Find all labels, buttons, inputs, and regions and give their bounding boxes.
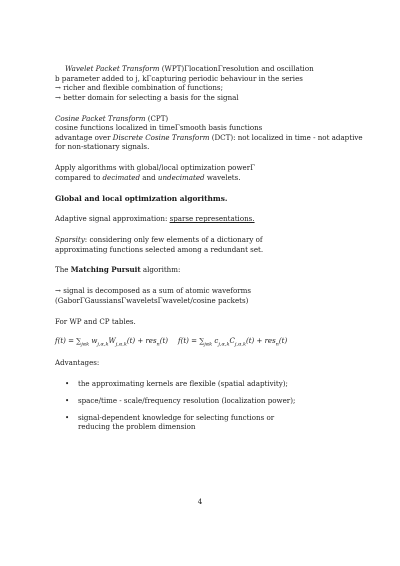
wpt-line-3: → richer and flexible combination of functions;: [55, 83, 223, 93]
advantage-item: [65, 396, 355, 406]
wp-end: (t): [159, 337, 169, 346]
decomposition-line-1: → signal is decomposed as a sum of atomic waveforms: [55, 286, 251, 296]
sparsity-term: Sparsity: [55, 235, 85, 245]
undecimated-term: undecimated: [157, 172, 205, 182]
cp-end: (t): [278, 337, 288, 346]
decomposition-line-2: (GaborΓGaussiansΓwaveletsΓwavelet/cosine packets): [55, 295, 249, 305]
apply-line-2-b: wavelets.: [204, 172, 241, 182]
section-heading: Global and local optimization algorithms.: [55, 193, 228, 203]
cp-basis-sub: j,α,k: [234, 341, 246, 348]
cpt-term: Cosine Packet Transform: [55, 113, 146, 123]
dct-term: Discrete Cosine Transform: [112, 132, 210, 142]
wp-basis-sub: j,α,k: [115, 341, 127, 348]
cpt-line-2: cosine functions localized in timeΓsmooth basis functions: [55, 123, 263, 133]
cp-formula: [178, 337, 288, 348]
adaptive-paragraph: [55, 214, 355, 224]
wpt-line-1-rest: (WPT)ΓlocationΓresolution and oscillation: [159, 64, 314, 73]
wp-tail: (t) + res: [126, 337, 157, 346]
apply-line-2: [55, 173, 355, 183]
wp-sum-sub: jαk: [81, 341, 90, 348]
advantages-title: Advantages:: [55, 358, 100, 368]
sparsity-line-1: [55, 235, 355, 245]
cp-tail: (t) + res: [246, 337, 276, 346]
cpt-line-3-a: advantage over: [55, 132, 113, 142]
mp-prefix: The: [55, 265, 71, 275]
decimated-term: decimated: [102, 172, 141, 182]
decomposition-paragraph: [55, 286, 355, 305]
bullet-icon: •: [65, 378, 70, 388]
cp-sum-sub: jαk: [204, 341, 213, 348]
wp-res-sub: n: [156, 341, 160, 348]
cp-res-sub: n: [275, 341, 279, 348]
page-body: [55, 64, 363, 439]
apply-line-1: Apply algorithms with global/local optimization powerΓ: [55, 163, 256, 173]
advantage-text-continued: reducing the problem dimension: [78, 422, 196, 432]
mp-suffix: algorithm:: [140, 265, 181, 275]
advantage-text: signal-dependent knowledge for selecting functions or: [78, 412, 275, 422]
matching-pursuit-paragraph: [55, 265, 355, 275]
bullet-icon: •: [65, 395, 70, 405]
cpt-line-1-rest: (CPT): [145, 113, 169, 123]
cpt-paragraph: [55, 113, 363, 152]
apply-line-2-and: and: [140, 172, 158, 182]
sparsity-line-2: approximating functions selected among a redundant set.: [55, 244, 264, 254]
wpt-paragraph: [55, 64, 355, 102]
wp-formula: [55, 337, 169, 348]
apply-paragraph: [55, 163, 355, 182]
advantage-text: the approximating kernels are flexible (spatial adaptivity);: [78, 378, 288, 388]
cpt-line-4: for non-stationary signals.: [55, 142, 150, 152]
wp-coef: w: [89, 337, 98, 346]
advantage-text: space/time - scale/frequency resolution (localization power);: [78, 395, 296, 405]
cp-basis: C: [229, 337, 235, 346]
adaptive-prefix: Adaptive signal approximation:: [55, 214, 170, 224]
adaptive-line: [55, 214, 355, 224]
tables-paragraph: For WP and CP tables.: [55, 316, 136, 326]
cpt-line-3: [55, 132, 363, 143]
matching-pursuit-term: Matching Pursuit: [70, 265, 141, 275]
advantage-item: [65, 413, 355, 432]
wp-basis: W: [108, 337, 116, 346]
apply-line-2-a: compared to: [55, 172, 103, 182]
sparse-representations-text: sparse representations.: [169, 214, 255, 224]
cpt-line-3-b: (DCT): not localized in time - not adaptive: [209, 132, 363, 142]
matching-pursuit-line: [55, 265, 355, 275]
wpt-line-1: [55, 64, 355, 74]
advantages-list: [55, 379, 355, 432]
cpt-line-1: [55, 114, 355, 124]
formula-line: [55, 337, 355, 347]
wpt-term: Wavelet Packet Transform: [65, 64, 160, 73]
page-number: 4: [197, 497, 203, 506]
sparsity-paragraph: [55, 235, 355, 254]
cp-coef: c: [212, 337, 219, 346]
wp-coef-sub: j,α,k: [97, 341, 109, 348]
wpt-line-4: → better domain for selecting a basis for the signal: [55, 92, 239, 102]
cp-lhs: f(t) = ∑: [178, 337, 205, 346]
bullet-icon: •: [65, 412, 70, 422]
sparsity-line-1-rest: : considering only few elements of a dictionary of: [84, 235, 263, 245]
cp-coef-sub: j,α,k: [218, 341, 230, 348]
wpt-line-2: b parameter added to j, kΓcapturing periodic behaviour in the series: [55, 73, 303, 83]
advantage-item: [65, 379, 355, 389]
wp-lhs: f(t) = ∑: [55, 337, 82, 346]
